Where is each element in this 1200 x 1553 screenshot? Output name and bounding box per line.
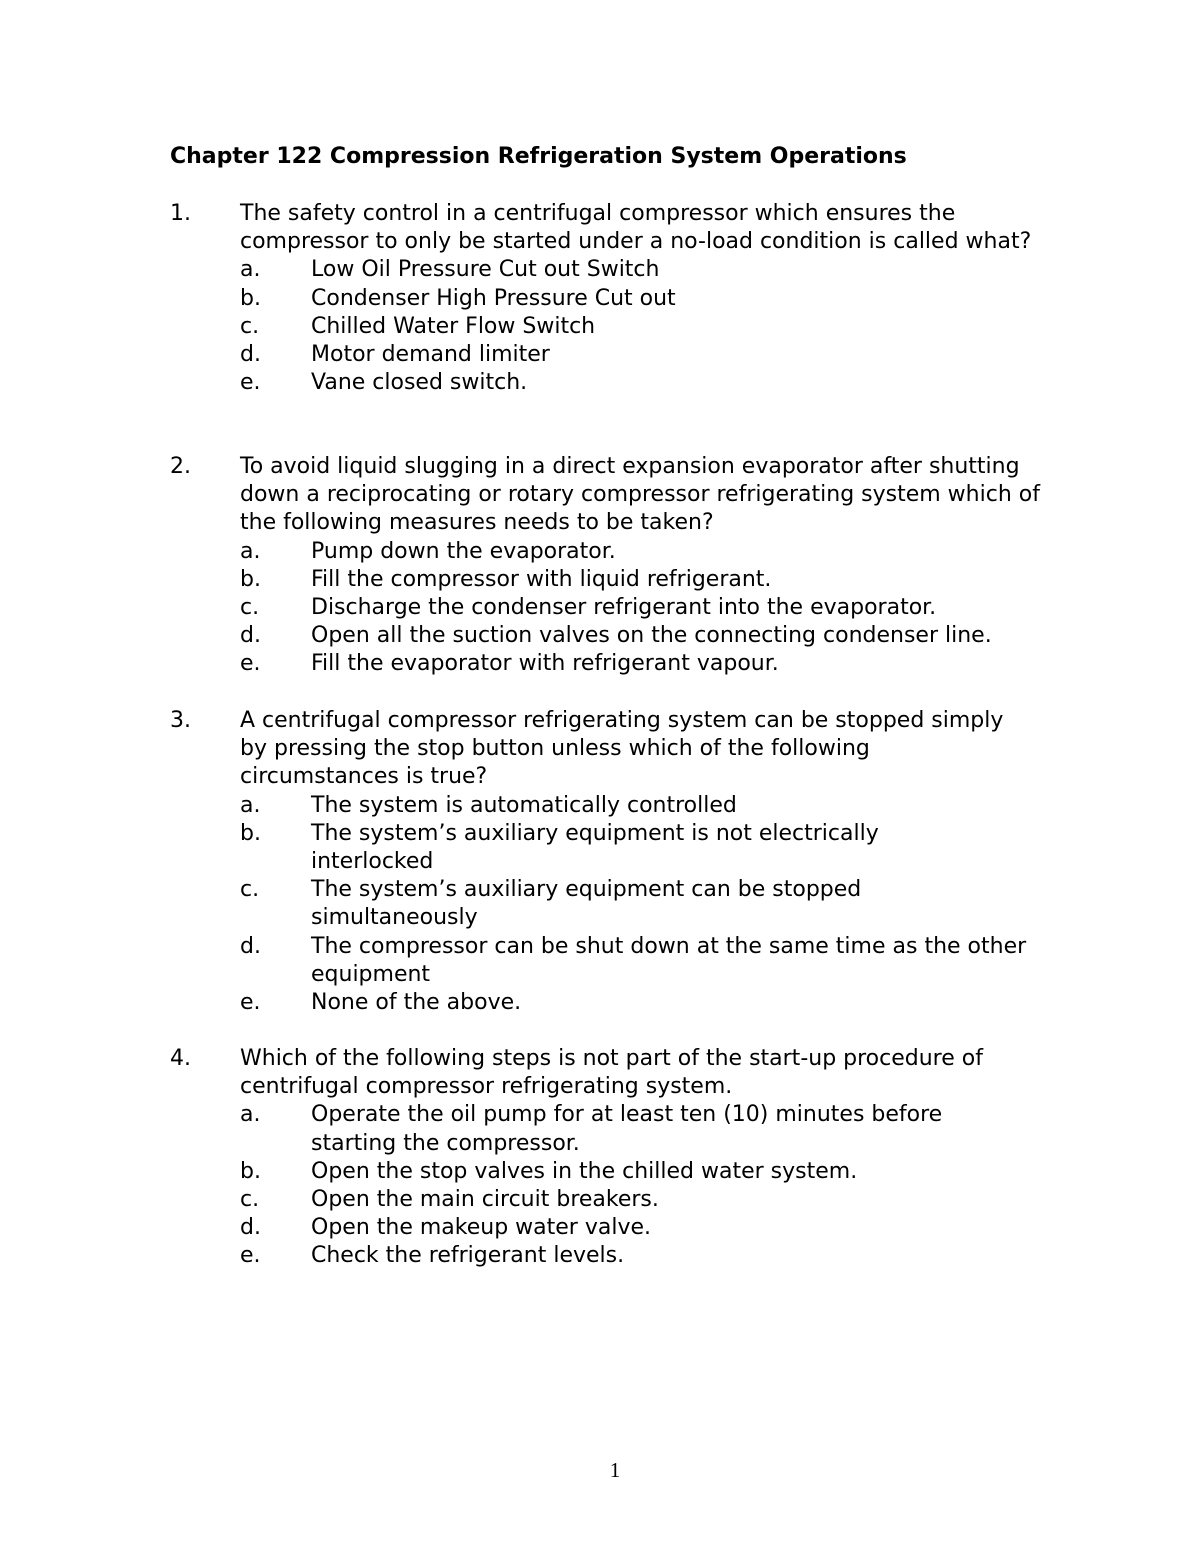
- option-text: Open the makeup water valve.: [311, 1215, 651, 1241]
- option-text: Open the stop valves in the chilled water system.: [311, 1158, 858, 1184]
- answer-option: [170, 1214, 1060, 1242]
- option-text: Chilled Water Flow Switch: [311, 313, 596, 339]
- answer-option: [170, 622, 1060, 650]
- answer-option: [170, 566, 1060, 594]
- option-text: The system is automatically controlled: [311, 792, 737, 818]
- option-text: Discharge the condenser refrigerant into the evaporator.: [311, 595, 937, 621]
- option-text: The system’s auxiliary equipment can be stopped simultaneously: [311, 877, 862, 931]
- option-text: Fill the evaporator with refrigerant vapour.: [311, 651, 779, 677]
- option-text: Open the main circuit breakers.: [311, 1187, 659, 1213]
- answer-option: [170, 1186, 1060, 1214]
- option-text: The compressor can be shut down at the same time as the other equipment: [311, 933, 1027, 987]
- question-2: [170, 453, 1060, 679]
- option-text: Fill the compressor with liquid refrigerant.: [311, 566, 772, 592]
- option-letter: a.: [240, 1102, 261, 1128]
- option-text: Low Oil Pressure Cut out Switch: [311, 257, 660, 283]
- option-text: The system’s auxiliary equipment is not electrically interlocked: [311, 820, 879, 875]
- question-text: A centrifugal compressor refrigerating system can be stopped simply by pressing the stop button unless which of the following circumstances is true?: [240, 708, 1004, 790]
- question-1: [170, 200, 1050, 397]
- answer-option: [170, 933, 1030, 989]
- option-letter: c.: [240, 877, 260, 903]
- answer-option: [170, 341, 1050, 369]
- option-letter: d.: [240, 342, 261, 368]
- option-letter: e.: [240, 990, 261, 1016]
- option-text: None of the above.: [311, 990, 522, 1016]
- option-letter: b.: [240, 820, 261, 846]
- option-letter: e.: [240, 370, 261, 396]
- question-text: Which of the following steps is not part of the start-up procedure of centrifugal compressor refrigerating system.: [240, 1046, 983, 1100]
- option-letter: d.: [240, 933, 261, 959]
- question-3: [170, 707, 1030, 1017]
- answer-option: [170, 313, 1050, 341]
- option-letter: d.: [240, 623, 261, 649]
- option-text: Motor demand limiter: [311, 342, 550, 368]
- answer-option: [170, 256, 1050, 284]
- answer-option: [170, 820, 1030, 876]
- option-letter: c.: [240, 595, 260, 621]
- question-number: 2.: [170, 454, 191, 479]
- answer-option: [170, 792, 1030, 820]
- question-number: 4.: [170, 1046, 191, 1071]
- option-text: Operate the oil pump for at least ten (10) minutes before starting the compressor.: [311, 1102, 943, 1156]
- answer-option: [170, 1158, 1060, 1186]
- answer-option: [170, 650, 1060, 678]
- option-letter: c.: [240, 313, 260, 339]
- option-text: Condenser High Pressure Cut out: [311, 285, 676, 311]
- page-number: 1: [609, 1458, 621, 1482]
- option-letter: c.: [240, 1187, 260, 1213]
- option-text: Check the refrigerant levels.: [311, 1243, 625, 1269]
- option-text: Pump down the evaporator.: [311, 538, 616, 564]
- option-letter: b.: [240, 566, 261, 592]
- answer-option: [170, 369, 1050, 397]
- question-text: The safety control in a centrifugal compressor which ensures the compressor to only be started under a no-load condition is called what?: [240, 201, 1032, 255]
- question-number: 3.: [170, 708, 191, 733]
- option-letter: b.: [240, 285, 261, 311]
- question-4: [170, 1045, 1060, 1271]
- option-letter: e.: [240, 1243, 261, 1269]
- option-letter: e.: [240, 651, 261, 677]
- answer-option: [170, 538, 1060, 566]
- answer-option: [170, 1242, 1060, 1270]
- answer-option: [170, 1101, 1060, 1157]
- option-letter: b.: [240, 1158, 261, 1184]
- option-letter: a.: [240, 538, 261, 564]
- answer-option: [170, 285, 1050, 313]
- answer-option: [170, 876, 1030, 932]
- page-title: Chapter 122 Compression Refrigeration System Operations: [170, 144, 907, 169]
- answer-option: [170, 594, 1060, 622]
- option-letter: a.: [240, 257, 261, 283]
- option-letter: d.: [240, 1215, 261, 1241]
- question-text: To avoid liquid slugging in a direct expansion evaporator after shutting down a reciprocating or rotary compressor refrigerating system which of the following measures needs to be taken?: [240, 454, 1040, 536]
- option-letter: a.: [240, 792, 261, 818]
- option-text: Vane closed switch.: [311, 370, 528, 396]
- answer-option: [170, 989, 1030, 1017]
- option-text: Open all the suction valves on the connecting condenser line.: [311, 623, 992, 649]
- question-number: 1.: [170, 201, 191, 226]
